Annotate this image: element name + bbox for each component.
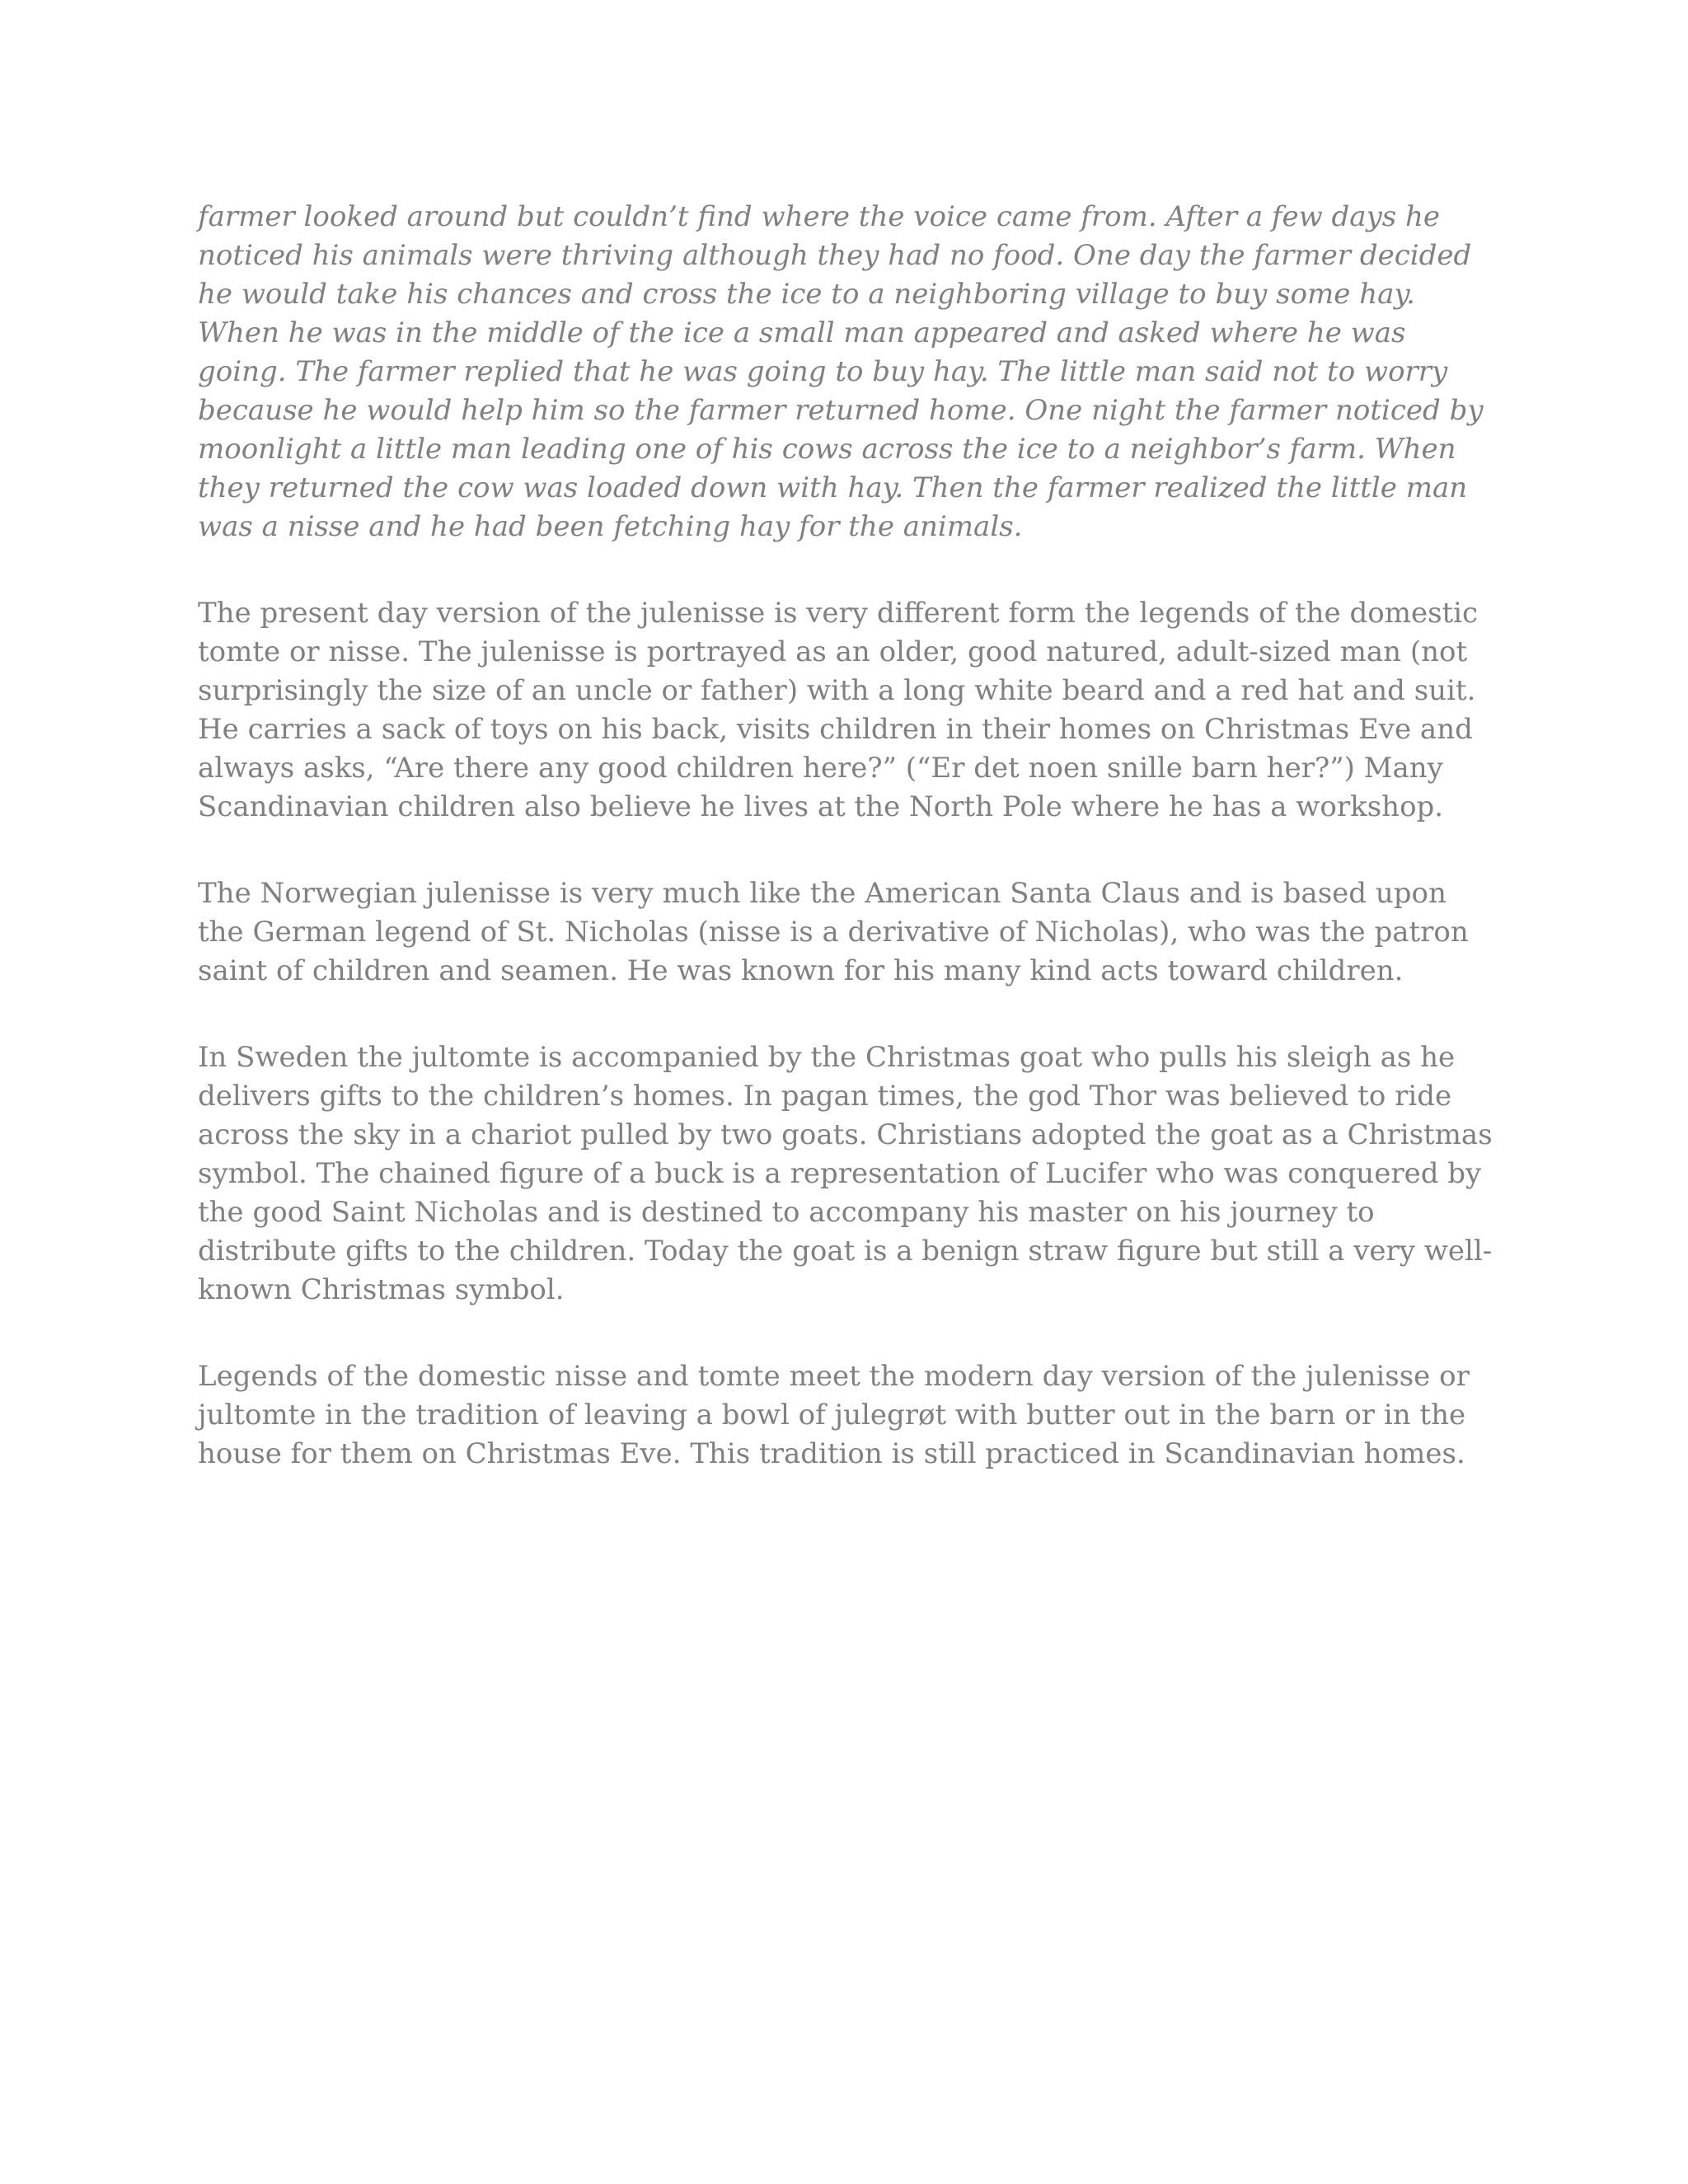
paragraph-farmer-story: farmer looked around but couldn’t find where the voice came from. After a few days he noticed his animals were thriving although they had no food. One day the farmer decided he would take his chances and cross the ice to a neighboring village to buy some hay. When he was in the middle of the ice a small man appeared and asked where he was going. The farmer replied that he was going to buy hay. The little man said not to worry because he would help him so the farmer returned home. One night the farmer noticed by moonlight a little man leading one of his cows across the ice to a neighbor’s farm. When they returned the cow was loaded down with hay. Then the farmer realized the little man was a nisse and he had been fetching hay for the animals.	[198, 200, 1484, 543]
paragraph-legends-tradition: Legends of the domestic nisse and tomte meet the modern day version of the julenisse or jultomte in the tradition of leaving a bowl of julegrøt with butter out in the barn or in the house for them on Christmas Eve. This tradition is still practiced in Scandinavian homes.	[198, 1360, 1470, 1470]
paragraph-swedish-jultomte: In Sweden the jultomte is accompanied by the Christmas goat who pulls his sleigh as he delivers gifts to the children’s homes. In pagan times, the god Thor was believed to ride across the sky in a chariot pulled by two goats. Christians adopted the goat as a Christmas symbol. The chained figure of a buck is a representation of Lucifer who was conquered by the good Saint Nicholas and is destined to accompany his master on his journey to distribute gifts to the children. Today the goat is a benign straw figure but still a very well-known Christmas symbol.	[198, 1041, 1493, 1306]
document-body	[198, 198, 1500, 1521]
paragraph-norwegian-julenisse: The Norwegian julenisse is very much like the American Santa Claus and is based upon the German legend of St. Nicholas (nisse is a derivative of Nicholas), who was the patron saint of children and seamen. He was known for his many kind acts toward children.	[198, 877, 1469, 987]
paragraph-present-day-julenisse: The present day version of the julenisse is very different form the legends of the domestic tomte or nisse. The julenisse is portrayed as an older, good natured, adult-sized man (not surprisingly the size of an uncle or father) with a long white beard and a red hat and suit. He carries a sack of toys on his back, visits children in their homes on Christmas Eve and always asks, “Are there any good children here?” (“Er det noen snille barn her?”) Many Scandinavian children also believe he lives at the North Pole where he has a workshop.	[198, 597, 1479, 823]
